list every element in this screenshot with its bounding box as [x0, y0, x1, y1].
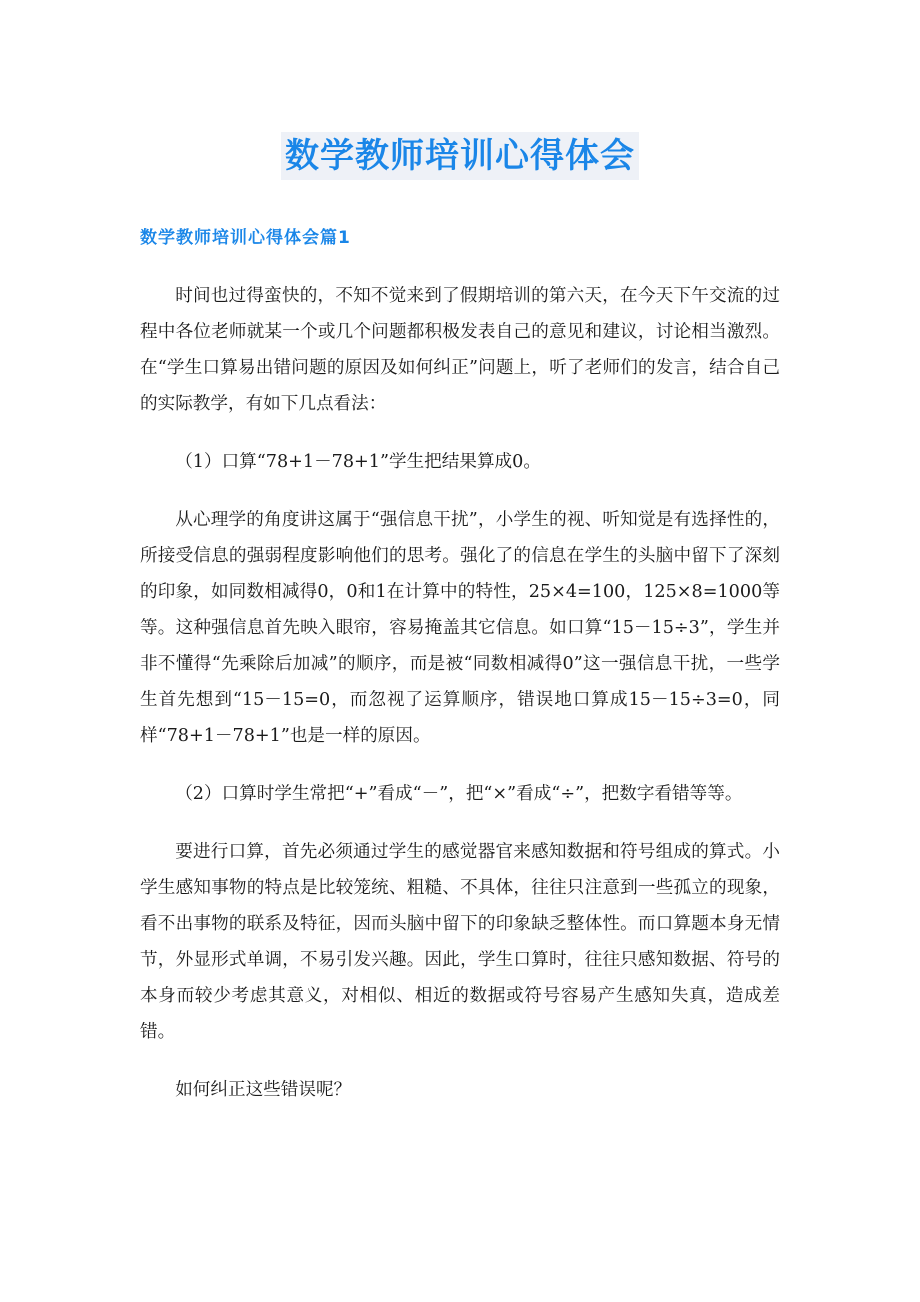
page-title: 数学教师培训心得体会	[281, 132, 639, 180]
article-body	[140, 278, 780, 1130]
section-heading: 数学教师培训心得体会篇1	[140, 228, 351, 248]
paragraph-psychology: 从心理学的角度讲这属于“强信息干扰”，小学生的视、听知觉是有选择性的，所接受信息的强弱程度影响他们的思考。强化了的信息在学生的头脑中留下了深刻的印象，如同数相减得0，0和1在计算中的特性，25×4=100，125×8=1000等等。这种强信息首先映入眼帘，容易掩盖其它信息。如口算“15－15÷3”，学生并非不懂得“先乘除后加减”的顺序，而是被“同数相减得0”这一强信息干扰，一些学生首先想到“15－15=0，而忽视了运算顺序，错误地口算成15－15÷3=0，同样“78+1－78+1”也是一样的原因。	[140, 510, 780, 746]
paragraph-question: 如何纠正这些错误呢？	[175, 1080, 352, 1100]
title-container	[0, 132, 920, 180]
paragraph-point-1: （1）口算“78+1－78+1”学生把结果算成0。	[175, 452, 541, 472]
paragraph-point-2: （2）口算时学生常把“+”看成“－”，把“×”看成“÷”，把数字看错等等。	[175, 784, 743, 804]
paragraph-intro: 时间也过得蛮快的，不知不觉来到了假期培训的第六天，在今天下午交流的过程中各位老师就某一个或几个问题都积极发表自己的意见和建议，讨论相当激烈。在“学生口算易出错问题的原因及如何纠正”问题上，听了老师们的发言，结合自己的实际教学，有如下几点看法：	[140, 286, 780, 414]
paragraph-perception: 要进行口算，首先必须通过学生的感觉器官来感知数据和符号组成的算式。小学生感知事物的特点是比较笼统、粗糙、不具体，往往只注意到一些孤立的现象，看不出事物的联系及特征，因而头脑中留下的印象缺乏整体性。而口算题本身无情节，外显形式单调，不易引发兴趣。因此，学生口算时，往往只感知数据、符号的本身而较少考虑其意义，对相似、相近的数据或符号容易产生感知失真，造成差错。	[140, 842, 780, 1042]
